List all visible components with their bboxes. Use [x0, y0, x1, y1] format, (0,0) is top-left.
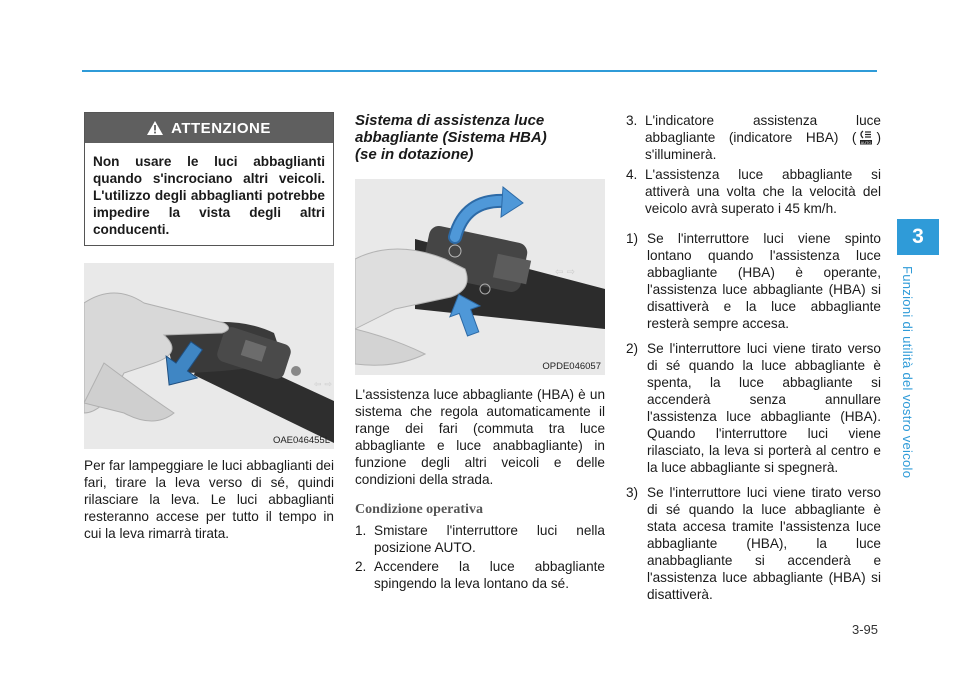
figure-code: OAE046455L: [272, 435, 330, 446]
hba-intro: L'assistenza luce abbagliante (HBA) è un sistema che regola automaticamente il range dei fari (commuta tra luce abbagliante e luce anabbagliante) in funzione degli altri veicoli e delle condizioni della strada.: [355, 387, 605, 487]
step-number: 1.: [355, 523, 367, 538]
flash-paragraph: Per far lampeggiare le luci abbaglianti dei fari, tirare la leva verso di sé, quindi rilasciare la leva. Le luci abbaglianti resteranno accese per tutto il tempo in cui la leva rimarrà tirata.: [84, 458, 334, 541]
note-number: 3): [626, 485, 639, 500]
figure-flash-lever: [84, 263, 334, 449]
svg-text:⇦ ⇨: ⇦ ⇨: [555, 267, 575, 278]
figure-hba-lever: [355, 179, 605, 375]
note-number: 1): [626, 231, 639, 246]
step-2: [355, 558, 605, 592]
warning-text: Non usare le luci abbaglianti quando s'incrociano altri veicoli. L'utilizzo degli abbaglianti potrebbe impedire la vista degli altri conducenti.: [93, 154, 325, 237]
step-text: [645, 112, 881, 163]
lever-flash-illustration: [84, 263, 334, 449]
step-4: [626, 166, 881, 217]
hba-heading: [355, 112, 605, 163]
step-text: Accendere la luce abbagliante spingendo la leva lontano da sé.: [374, 559, 605, 591]
step-3-text-before: L'indicatore assistenza luce abbagliante (indicatore HBA) (: [645, 113, 881, 145]
hba-heading-line-1: Sistema di assistenza luce: [355, 112, 545, 129]
column-middle: [355, 112, 605, 592]
warning-header: [85, 113, 333, 143]
step-number: 3.: [626, 113, 638, 128]
step-1: [355, 522, 605, 556]
step-number: 2.: [355, 559, 367, 574]
operating-condition-heading: Condizione operativa: [355, 502, 483, 517]
note-text: Se l'interruttore luci viene spinto lontano quando l'assistenza luce abbagliante (HBA) è operante, l'assistenza luce abbagliante (HBA) si disattiverà e la luce abbagliante resterà sempre accesa.: [647, 231, 881, 331]
note-text: Se l'interruttore luci viene tirato verso di sé quando la luce abbagliante è spenta, la luce abbagliante si accenderà senza annullare l'assistenza luce abbagliante (HBA). Quando l'interruttore luci viene rilasciato, la leva si porterà al centro e la luce abbagliante si spegnerà.: [647, 341, 881, 475]
warning-triangle-icon: [147, 121, 163, 135]
step-3: [626, 112, 881, 163]
note-1: [626, 230, 881, 332]
step-text: L'assistenza luce abbagliante si attiverà una volta che la velocità del veicolo avrà superato i 45 km/h.: [645, 167, 881, 216]
note-text: Se l'interruttore luci viene tirato verso di sé quando la luce abbagliante è stata accesa tramite l'assistenza luce abbagliante (HBA), la luce anabbagliante si accenderà e l'assistenza luce abbagliante (HBA) si disattiverà.: [647, 485, 881, 602]
hba-indicator-icon: [858, 129, 874, 145]
header-rule: [82, 70, 877, 72]
svg-text:⇦ ⇨: ⇦ ⇨: [314, 380, 332, 390]
note-2: [626, 340, 881, 476]
chapter-number-tab: 3: [897, 219, 939, 255]
chapter-title: Funzioni di utilità del vostro veicolo: [900, 266, 915, 479]
column-left: [84, 112, 334, 542]
page-number: 3-95: [851, 622, 878, 637]
note-number: 2): [626, 341, 639, 356]
column-right: [626, 112, 881, 611]
figure-code: OPDE046057: [542, 361, 601, 372]
step-text: Smistare l'interruttore luci nella posizione AUTO.: [374, 523, 605, 555]
step-3-text-after: ) s'illuminerà.: [645, 130, 881, 162]
svg-text:AUTO: AUTO: [861, 139, 872, 145]
lever-hba-illustration: [355, 179, 605, 375]
warning-title: ATTENZIONE: [171, 119, 271, 137]
step-number: 4.: [626, 167, 638, 182]
warning-box: [84, 112, 334, 246]
note-3: [626, 484, 881, 603]
hba-heading-line-2: abbagliante (Sistema HBA): [355, 129, 547, 146]
hba-heading-line-3: (se in dotazione): [355, 146, 474, 163]
